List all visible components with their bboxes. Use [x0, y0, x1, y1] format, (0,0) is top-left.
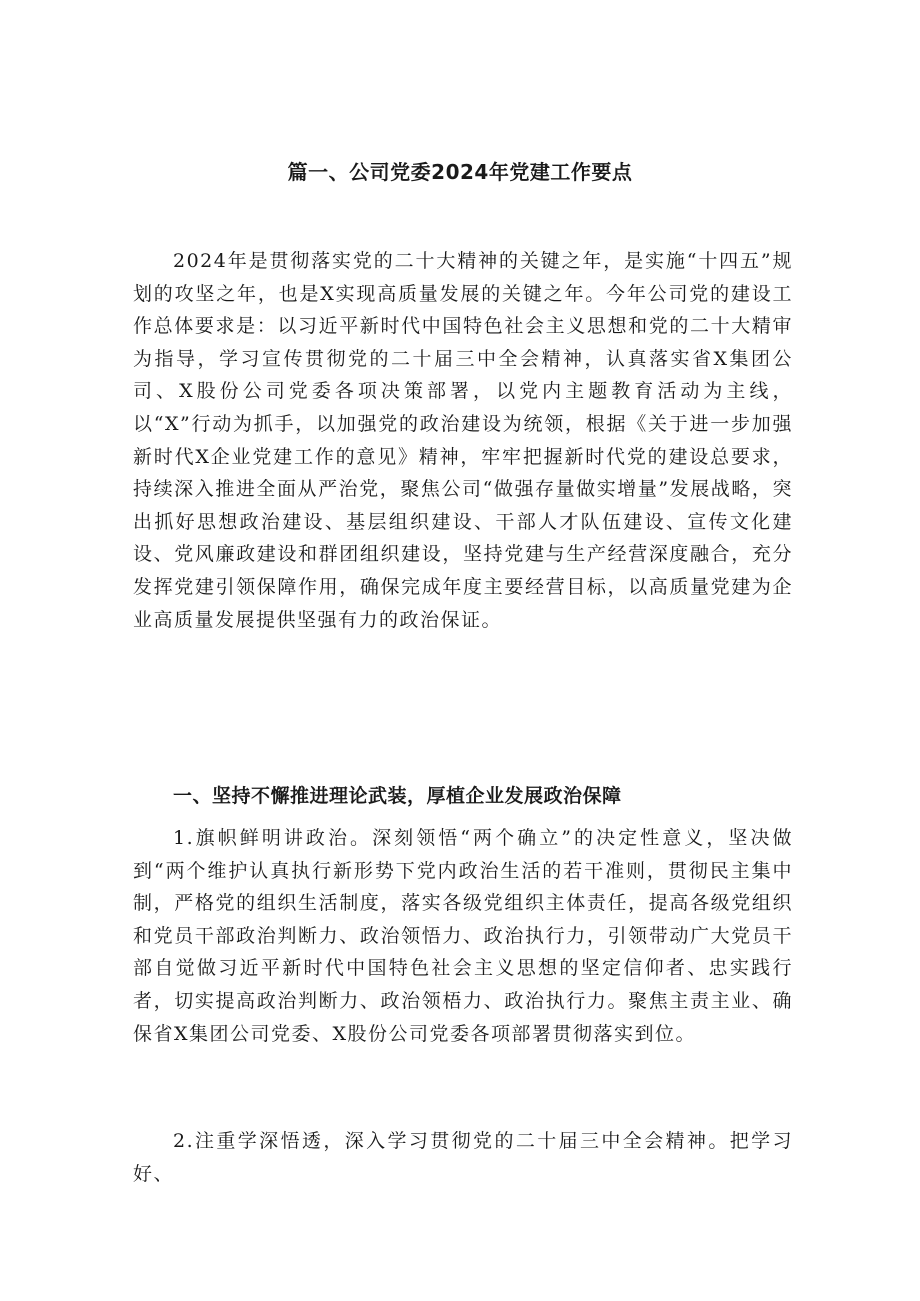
paragraph-item-1: 1.旗帜鲜明讲政治。深刻领悟“两个确立”的决定性意义，坚决做到“两个维护认真执行新形势下党内政治生活的若干准则，贯彻民主集中制，严格党的组织生活制度，落实各级党组织主体责任，提高各级党组织和党员干部政治判断力、政治领悟力、政治执行力，引领带动广大党员干部自觉做习近平新时代中国特色社会主义思想的坚定信仰者、忠实践行者，切实提高政治判断力、政治领梧力、政治执行力。聚焦主责主业、确保省X集团公司党委、X股份公司党委各项部署贯彻落实到位。	[133, 827, 793, 1045]
section-heading: 一、坚持不懈推进理论武装，厚植企业发展政治保障	[173, 785, 622, 807]
intro-paragraph: 2024年是贯彻落实党的二十大精神的关键之年，是实施“十四五”规划的攻坚之年，也是X实现高质量发展的关键之年。今年公司党的建设工作总体要求是：以习近平新时代中国特色社会主义思想和党的二十大精审为指导，学习宣传贯彻党的二十届三中全会精神，认真落实省X集团公司、X股份公司党委各项决策部署，以党内主题教育活动为主线，以“X”行动为抓手，以加强党的政治建设为统领，根据《关于进一步加强新时代X企业党建工作的意见》精神，牢牢把握新时代党的建设总要求，持续深入推进全面从严治党，聚焦公司“做强存量做实增量”发展战略，突出抓好思想政治建设、基层组织建设、干部人才队伍建设、宣传文化建设、党风廉政建设和群团组织建设，坚持党建与生产经营深度融合，充分发挥党建引领保障作用，确保完成年度主要经营目标，以高质量党建为企业高质量发展提供坚强有力的政治保证。	[133, 250, 793, 631]
document-title: 篇一、公司党委2024年党建工作要点	[287, 160, 633, 184]
paragraph-item-2: 2.注重学深悟透，深入学习贯彻党的二十届三中全会精神。把学习好、	[133, 1130, 793, 1185]
